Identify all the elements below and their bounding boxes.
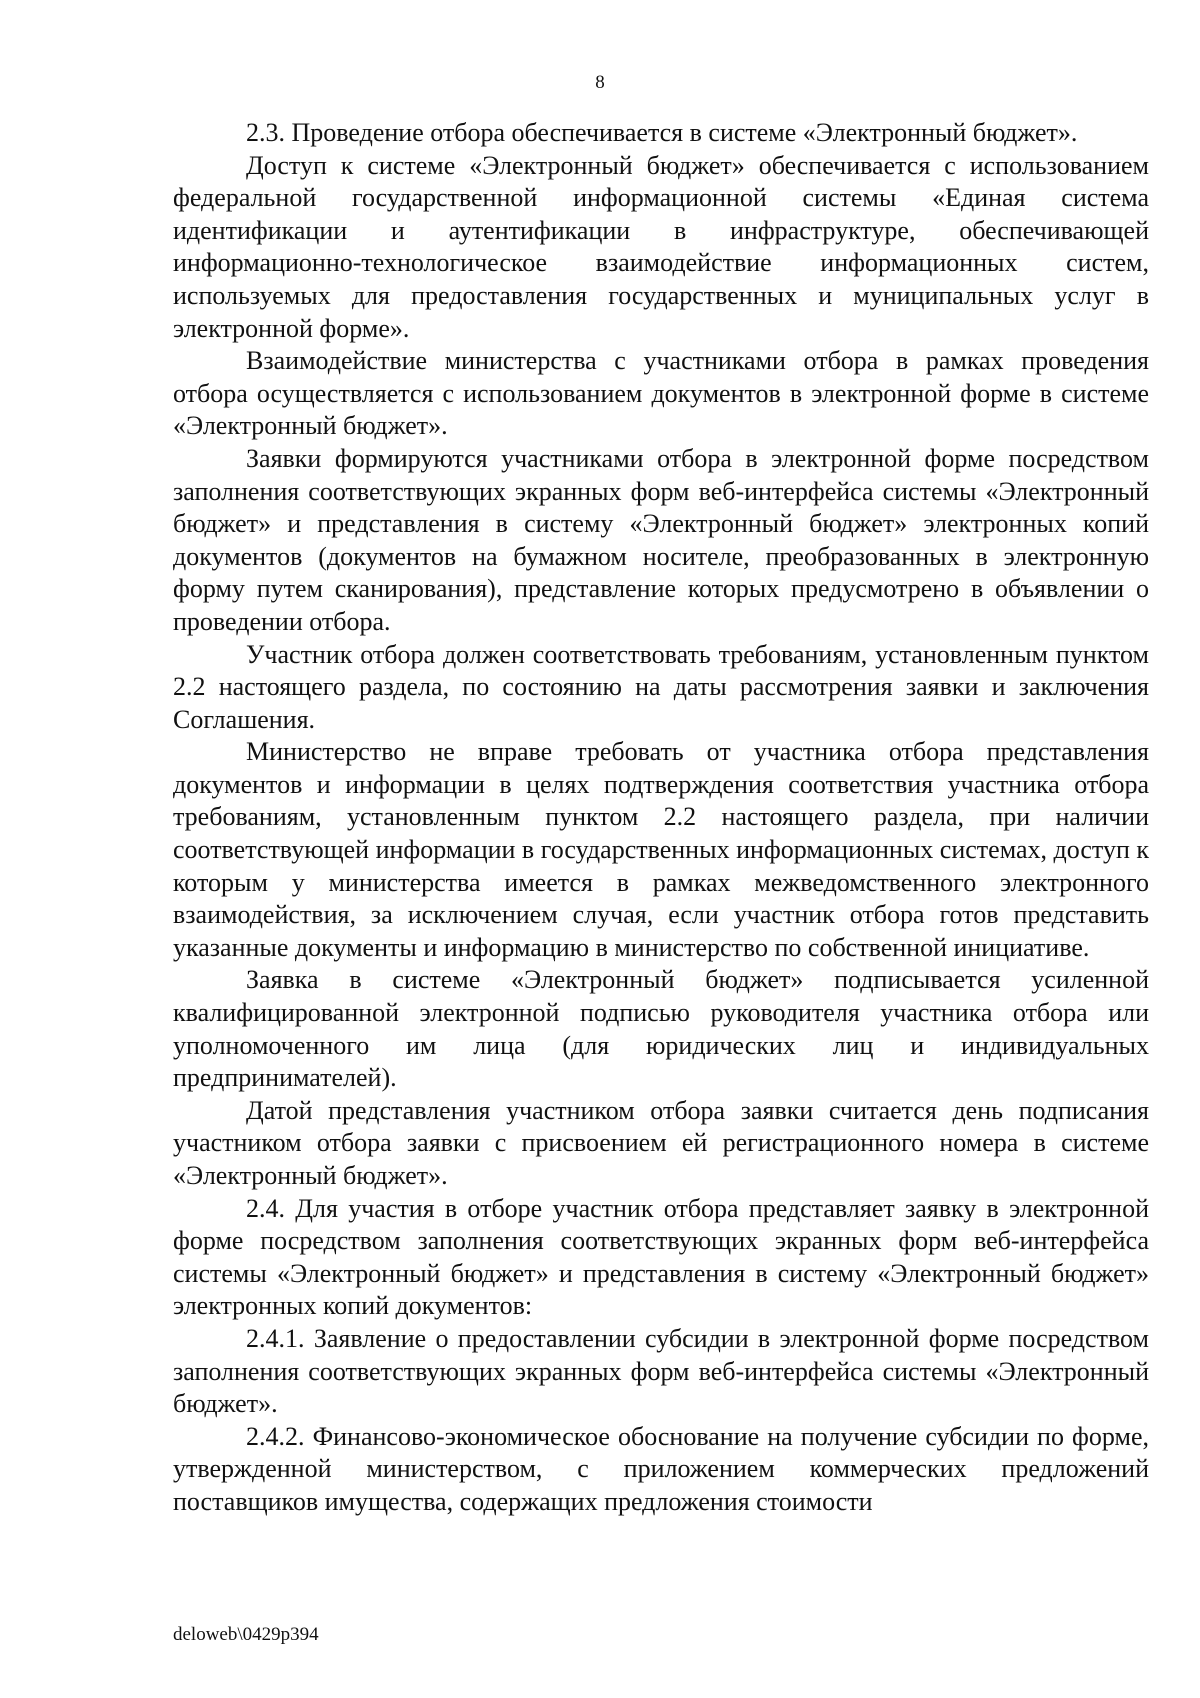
paragraph-interaction: Взаимодействие министерства с участниками отбора в рамках проведения отбора осуществляется с использованием документов в электронной форме в системе «Электронный бюджет».	[173, 346, 1149, 441]
paragraph-submission-date: Датой представления участником отбора заявки считается день подписания участником отбора заявки с присвоением ей регистрационного номера в системе «Электронный бюджет».	[173, 1095, 1149, 1190]
paragraph-2-4-1: 2.4.1. Заявление о предоставлении субсидии в электронной форме посредством заполнения соответствующих экранных форм веб-интерфейса системы «Электронный бюджет».	[173, 1323, 1149, 1419]
paragraph-2-3: 2.3. Проведение отбора обеспечивается в системе «Электронный бюджет».	[246, 118, 1078, 147]
paragraph-2-4-2: 2.4.2. Финансово-экономическое обоснование на получение субсидии по форме, утвержденной министерством, с приложением коммерческих предложений поставщиков имущества, содержащих предложения стоимости	[173, 1421, 1149, 1516]
paragraph-applications: Заявки формируются участниками отбора в электронной форме посредством заполнения соответствующих экранных форм веб-интерфейса системы «Электронный бюджет» и представления в систему «Электронный бюджет» электронных копий документов (документов на бумажном носителе, преобразованных в электронную форму путем сканирования), представление которых предусмотрено в объявлении о проведении отбора.	[173, 443, 1149, 636]
document-footer-code: deloweb\0429p394	[173, 1624, 319, 1645]
paragraph-ministry-restriction: Министерство не вправе требовать от участника отбора представления документов и информации в целях подтверждения соответствия участника отбора требованиям, установленным пунктом 2.2 настоящего раздела, при наличии соответствующей информации в государственных информационных системах, доступ к которым у министерства имеется в рамках межведомственного электронного взаимодействия, за исключением случая, если участник отбора готов представить указанные документы и информацию в министерство по собственной инициативе.	[173, 737, 1149, 962]
paragraph-2-4: 2.4. Для участия в отборе участник отбора представляет заявку в электронной форме посредством заполнения соответствующих экранных форм веб-интерфейса системы «Электронный бюджет» и представления в систему «Электронный бюджет» электронных копий документов:	[173, 1193, 1149, 1321]
paragraph-participant-requirements: Участник отбора должен соответствовать требованиям, установленным пунктом 2.2 настоящего раздела, по состоянию на даты рассмотрения заявки и заключения Соглашения.	[173, 639, 1149, 734]
paragraph-signature: Заявка в системе «Электронный бюджет» подписывается усиленной квалифицированной электронной подписью руководителя участника отбора или уполномоченного им лица (для юридических лиц и индивидуальных предпринимателей).	[173, 965, 1149, 1093]
page-number: 8	[595, 72, 605, 93]
document-body	[173, 117, 1149, 1519]
paragraph-access: Доступ к системе «Электронный бюджет» обеспечивается с использованием федеральной государственной информационной системы «Единая система идентификации и аутентификации в инфраструктуре, обеспечивающей информационно-технологическое взаимодействие информационных систем, используемых для предоставления государственных и муниципальных услуг в электронной форме».	[173, 150, 1149, 343]
